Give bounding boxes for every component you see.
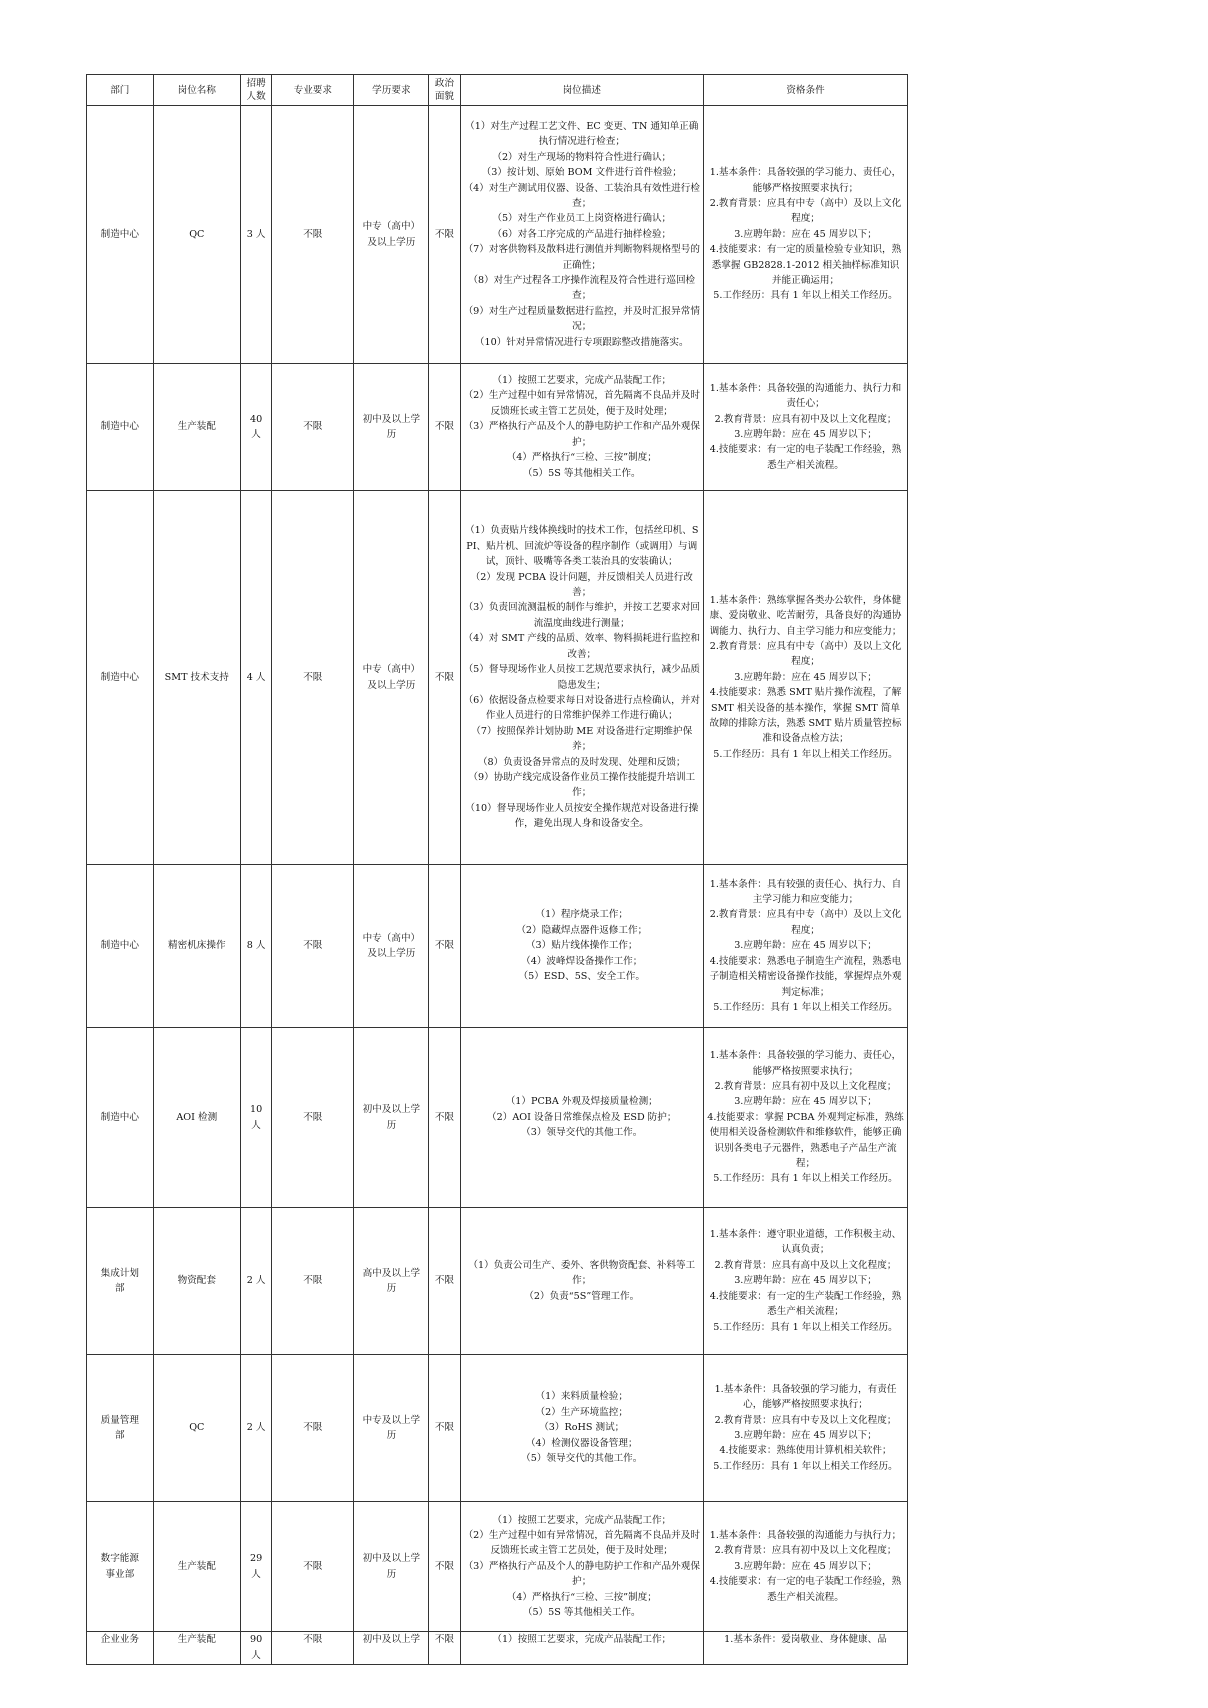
major-cell: 不限 bbox=[272, 1355, 354, 1502]
description-line: （2）负责“5S”管理工作。 bbox=[524, 1290, 640, 1302]
table-row bbox=[87, 1028, 908, 1208]
qualifications-cell bbox=[704, 491, 908, 865]
education-cell: 中专（高中） 及以上学历 bbox=[354, 865, 429, 1028]
table-row bbox=[87, 1355, 908, 1502]
education-cell: 中专（高中） 及以上学历 bbox=[354, 491, 429, 865]
major-cell: 不限 bbox=[272, 364, 354, 491]
header-qualifications: 资格条件 bbox=[704, 75, 908, 106]
qualification-line: 1.基本条件：具备较强的沟通能力、执行力和责任心； bbox=[709, 382, 902, 410]
qualification-line: 2.教育背景：应具有初中及以上文化程度； bbox=[714, 1080, 897, 1092]
position-cell: 生产装配 bbox=[153, 1502, 240, 1632]
education-cell: 初中及以上学 历 bbox=[354, 364, 429, 491]
qualification-line: 5.工作经历：具有 1 年以上相关工作经历。 bbox=[713, 1460, 898, 1472]
description-line: （10）针对异常情况进行专项跟踪整改措施落实。 bbox=[474, 336, 689, 348]
description-line: （3）严格执行产品及个人的静电防护工作和产品外观保护； bbox=[463, 1560, 700, 1588]
qualification-line: 3.应聘年龄：应在 45 周岁以下； bbox=[734, 228, 877, 240]
description-line: （2）生产过程中如有异常情况，首先隔离不良品并及时反馈班长或主管工艺员处，便于及时处理； bbox=[463, 390, 700, 417]
description-line: （3）严格执行产品及个人的静电防护工作和产品外观保护； bbox=[463, 421, 700, 448]
dept-cell: 数字能源 事业部 bbox=[87, 1502, 154, 1632]
qualifications-cell bbox=[704, 865, 908, 1028]
description-line: （1）来料质量检验； bbox=[535, 1391, 628, 1403]
description-cell bbox=[460, 1355, 703, 1502]
qualifications-cell bbox=[704, 1355, 908, 1502]
position-cell: 生产装配 bbox=[153, 364, 240, 491]
description-line: （5）对生产作业员工上岗资格进行确认； bbox=[492, 213, 672, 225]
qualification-line: 3.应聘年龄：应在 45 周岁以下； bbox=[734, 1560, 877, 1572]
table-row bbox=[87, 1502, 908, 1632]
qualification-line: 1.基本条件：具备较强的学习能力、责任心，能够严格按照要求执行； bbox=[709, 1050, 902, 1077]
count-cell: 8 人 bbox=[241, 865, 272, 1028]
description-cell bbox=[460, 1632, 703, 1665]
education-cell: 中专（高中） 及以上学历 bbox=[354, 106, 429, 364]
education-cell: 中专及以上学 历 bbox=[354, 1355, 429, 1502]
qualification-line: 5.工作经历：具有 1 年以上相关工作经历。 bbox=[713, 748, 898, 760]
qualification-line: 4.技能要求：有一定的电子装配工作经验，熟悉生产相关流程。 bbox=[709, 1576, 902, 1603]
description-line: （9）对生产过程质量数据进行监控，并及时汇报异常情况； bbox=[463, 305, 700, 333]
description-line: （1）负责贴片线体换线时的技术工作，包括丝印机、SPI、贴片机、回流炉等设备的程序制作（或调用）与调试，顶针、吸嘴等各类工装治具的安装确认； bbox=[465, 525, 699, 568]
qualification-line: 3.应聘年龄：应在 45 周岁以下； bbox=[734, 1275, 877, 1287]
description-line: （4）对生产测试用仪器、设备、工装治具有效性进行检查； bbox=[463, 182, 700, 209]
political-cell: 不限 bbox=[429, 865, 460, 1028]
position-cell: 生产装配 bbox=[153, 1632, 240, 1665]
qualification-line: 5.工作经历：具有 1 年以上相关工作经历。 bbox=[713, 1001, 898, 1013]
qualification-line: 2.教育背景：应具有中专（高中）及以上文化程度； bbox=[709, 640, 902, 668]
description-line: （9）协助产线完成设备作业员工操作技能提升培训工作； bbox=[468, 771, 696, 799]
qualification-line: 4.技能要求：有一定的生产装配工作经验，熟悉生产相关流程； bbox=[709, 1290, 902, 1318]
count-cell: 90 人 bbox=[241, 1632, 272, 1665]
description-line: （5）领导交代的其他工作。 bbox=[521, 1453, 643, 1465]
major-cell: 不限 bbox=[272, 1632, 354, 1665]
major-cell: 不限 bbox=[272, 106, 354, 364]
qualification-line: 3.应聘年龄：应在 45 周岁以下； bbox=[734, 1096, 877, 1108]
major-cell: 不限 bbox=[272, 1502, 354, 1632]
header-political: 政治 面貌 bbox=[429, 75, 460, 106]
qualification-line: 2.教育背景：应具有中专（高中）及以上文化程度； bbox=[709, 909, 902, 936]
table-row bbox=[87, 865, 908, 1028]
table-row bbox=[87, 1208, 908, 1355]
header-count: 招聘 人数 bbox=[241, 75, 272, 106]
description-cell bbox=[460, 1208, 703, 1355]
major-cell: 不限 bbox=[272, 865, 354, 1028]
qualification-line: 4.技能要求：熟悉电子制造生产流程，熟悉电子制造相关精密设备操作技能，掌握焊点外观判定标准； bbox=[709, 955, 902, 998]
education-cell: 初中及以上学 bbox=[354, 1632, 429, 1665]
qualification-line: 4.技能要求：熟悉 SMT 贴片操作流程，了解 SMT 相关设备的基本操作，掌握 SMT 简单故障的排除方法，熟悉 SMT 贴片质量管控标准和设备点检方法； bbox=[709, 687, 902, 745]
education-cell: 初中及以上学 历 bbox=[354, 1502, 429, 1632]
description-line: （1）PCBA 外观及焊接质量检测； bbox=[505, 1096, 658, 1108]
recruitment-table-sheet bbox=[86, 74, 908, 1665]
qualification-line: 2.教育背景：应具有初中及以上文化程度； bbox=[714, 1545, 897, 1557]
political-cell: 不限 bbox=[429, 1208, 460, 1355]
position-cell: SMT 技术支持 bbox=[153, 491, 240, 865]
qualification-line: 4.技能要求：有一定的质量检验专业知识，熟悉掌握 GB2828.1-2012 相关抽样标准知识并能正确运用； bbox=[709, 244, 902, 287]
description-line: （4）波峰焊设备操作工作； bbox=[521, 955, 643, 967]
description-line: （3）RoHS 测试； bbox=[539, 1422, 625, 1434]
description-line: （1）负责公司生产、委外、客供物资配套、补料等工作； bbox=[468, 1259, 696, 1287]
qualification-line: 1.基本条件：遵守职业道德，工作积极主动、认真负责； bbox=[709, 1229, 902, 1256]
qualification-line: 1.基本条件：具备较强的学习能力、责任心，能够严格按照要求执行； bbox=[709, 167, 902, 194]
description-line: （4）严格执行“三检、三按”制度； bbox=[506, 1591, 657, 1603]
major-cell: 不限 bbox=[272, 491, 354, 865]
qualification-line: 2.教育背景：应具有初中及以上文化程度； bbox=[714, 413, 897, 425]
qualification-line: 1.基本条件：熟练掌握各类办公软件，身体健康、爱岗敬业、吃苦耐劳，具备良好的沟通协调能力、执行力、自主学习能力和应变能力； bbox=[709, 594, 902, 637]
description-cell bbox=[460, 1028, 703, 1208]
header-row bbox=[87, 75, 908, 106]
qualification-line: 2.教育背景：应具有高中及以上文化程度； bbox=[714, 1259, 897, 1271]
education-cell: 高中及以上学 历 bbox=[354, 1208, 429, 1355]
description-cell bbox=[460, 1502, 703, 1632]
description-line: （6）依据设备点检要求每日对设备进行点检确认，并对作业人员进行的日常维护保养工作进行确认； bbox=[463, 694, 700, 722]
description-line: （4）对 SMT 产线的品质、效率、物料损耗进行监控和改善； bbox=[463, 633, 700, 660]
position-cell: 精密机床操作 bbox=[153, 865, 240, 1028]
qualification-line: 5.工作经历：具有 1 年以上相关工作经历。 bbox=[713, 1321, 898, 1333]
qualification-line: 1.基本条件：爱岗敬业、身体健康、品 bbox=[724, 1634, 887, 1645]
count-cell: 3 人 bbox=[241, 106, 272, 364]
description-line: （8）负责设备异常点的及时发现、处理和反馈； bbox=[477, 756, 686, 768]
description-line: （2）生产过程中如有异常情况，首先隔离不良品并及时反馈班长或主管工艺员处，便于及时处理； bbox=[463, 1529, 700, 1557]
description-line: （2）发现 PCBA 设计问题，并反馈相关人员进行改善； bbox=[470, 571, 693, 599]
description-line: （3）负责回流测温板的制作与维护，并按工艺要求对回流温度曲线进行测量； bbox=[463, 602, 700, 629]
qualifications-cell bbox=[704, 364, 908, 491]
dept-cell: 制造中心 bbox=[87, 491, 154, 865]
qualification-line: 1.基本条件：具有较强的责任心、执行力、自主学习能力和应变能力； bbox=[709, 878, 902, 906]
header-description: 岗位描述 bbox=[460, 75, 703, 106]
political-cell: 不限 bbox=[429, 1632, 460, 1665]
qualification-line: 4.技能要求：有一定的电子装配工作经验，熟悉生产相关流程。 bbox=[709, 444, 902, 471]
header-dept: 部门 bbox=[87, 75, 154, 106]
political-cell: 不限 bbox=[429, 106, 460, 364]
count-cell: 29 人 bbox=[241, 1502, 272, 1632]
description-line: （5）督导现场作业人员按工艺规范要求执行，减少品质隐患发生； bbox=[463, 664, 700, 691]
qualifications-cell bbox=[704, 1208, 908, 1355]
position-cell: AOI 检测 bbox=[153, 1028, 240, 1208]
recruitment-table bbox=[86, 74, 908, 1665]
dept-cell: 集成计划 部 bbox=[87, 1208, 154, 1355]
qualification-line: 3.应聘年龄：应在 45 周岁以下； bbox=[734, 429, 877, 440]
qualification-line: 5.工作经历：具有 1 年以上相关工作经历。 bbox=[713, 1173, 898, 1185]
description-line: （4）严格执行“三检、三按”制度； bbox=[506, 452, 657, 464]
description-line: （5）ESD、5S、安全工作。 bbox=[518, 971, 645, 983]
description-line: （5）5S 等其他相关工作。 bbox=[522, 1607, 641, 1619]
description-cell bbox=[460, 865, 703, 1028]
description-line: （2）生产环境监控； bbox=[535, 1406, 628, 1418]
description-line: （1）对生产过程工艺文件、EC 变更、TN 通知单正确执行情况进行检查； bbox=[465, 120, 699, 148]
position-cell: 物资配套 bbox=[153, 1208, 240, 1355]
description-line: （1）程序烧录工作； bbox=[535, 909, 628, 921]
description-line: （1）按照工艺要求，完成产品装配工作； bbox=[492, 1634, 672, 1645]
description-line: （4）检测仪器设备管理； bbox=[525, 1437, 638, 1449]
header-position: 岗位名称 bbox=[153, 75, 240, 106]
political-cell: 不限 bbox=[429, 1028, 460, 1208]
description-line: （3）领导交代的其他工作。 bbox=[521, 1127, 643, 1139]
position-cell: QC bbox=[153, 106, 240, 364]
political-cell: 不限 bbox=[429, 1355, 460, 1502]
description-line: （1）按照工艺要求，完成产品装配工作； bbox=[492, 1514, 672, 1526]
qualification-line: 5.工作经历：具有 1 年以上相关工作经历。 bbox=[713, 290, 898, 302]
qualification-line: 2.教育背景：应具有中专及以上文化程度； bbox=[714, 1414, 897, 1426]
table-row bbox=[87, 364, 908, 491]
description-line: （3）按计划、原始 BOM 文件进行首件检验； bbox=[481, 167, 682, 179]
qualification-line: 4.技能要求：熟练使用计算机相关软件； bbox=[719, 1445, 892, 1457]
major-cell: 不限 bbox=[272, 1028, 354, 1208]
qualification-line: 1.基本条件：具备较强的学习能力，有责任心，能够严格按照要求执行； bbox=[714, 1383, 897, 1411]
qualification-line: 4.技能要求：掌握 PCBA 外观判定标准，熟练使用相关设备检测软件和维修软件，能够正确识别各类电子元器件，熟悉电子产品生产流程； bbox=[707, 1111, 904, 1170]
description-cell bbox=[460, 106, 703, 364]
qualifications-cell bbox=[704, 1028, 908, 1208]
header-education: 学历要求 bbox=[354, 75, 429, 106]
count-cell: 4 人 bbox=[241, 491, 272, 865]
description-line: （5）5S 等其他相关工作。 bbox=[522, 467, 641, 479]
political-cell: 不限 bbox=[429, 491, 460, 865]
dept-cell: 制造中心 bbox=[87, 106, 154, 364]
count-cell: 40 人 bbox=[241, 364, 272, 491]
position-cell: QC bbox=[153, 1355, 240, 1502]
description-line: （7）对客供物料及散料进行测值并判断物料规格型号的正确性； bbox=[463, 244, 700, 271]
description-line: （8）对生产过程各工序操作流程及符合性进行巡回检查； bbox=[468, 275, 696, 302]
description-line: （7）按照保养计划协助 ME 对设备进行定期维护保养； bbox=[471, 725, 693, 753]
qualification-line: 1.基本条件：具备较强的沟通能力与执行力； bbox=[709, 1529, 902, 1541]
qualification-line: 3.应聘年龄：应在 45 周岁以下； bbox=[734, 1430, 877, 1441]
description-line: （2）AOI 设备日常维保点检及 ESD 防护； bbox=[487, 1111, 677, 1123]
political-cell: 不限 bbox=[429, 1502, 460, 1632]
description-line: （6）对各工序完成的产品进行抽样检验； bbox=[492, 228, 672, 240]
count-cell: 2 人 bbox=[241, 1355, 272, 1502]
dept-cell: 制造中心 bbox=[87, 1028, 154, 1208]
description-cell bbox=[460, 491, 703, 865]
description-line: （1）按照工艺要求，完成产品装配工作； bbox=[492, 375, 672, 387]
description-line: （10）督导现场作业人员按安全操作规范对设备进行操作，避免出现人身和设备安全。 bbox=[465, 802, 699, 830]
dept-cell: 制造中心 bbox=[87, 865, 154, 1028]
dept-cell: 制造中心 bbox=[87, 364, 154, 491]
qualification-line: 3.应聘年龄：应在 45 周岁以下； bbox=[734, 940, 877, 952]
table-row bbox=[87, 1632, 908, 1665]
qualifications-cell bbox=[704, 106, 908, 364]
dept-cell: 质量管理 部 bbox=[87, 1355, 154, 1502]
description-cell bbox=[460, 364, 703, 491]
table-row bbox=[87, 491, 908, 865]
dept-cell: 企业业务 bbox=[87, 1632, 154, 1665]
count-cell: 10 人 bbox=[241, 1028, 272, 1208]
qualification-line: 3.应聘年龄：应在 45 周岁以下； bbox=[734, 671, 877, 683]
qualification-line: 2.教育背景：应具有中专（高中）及以上文化程度； bbox=[709, 197, 902, 225]
header-major: 专业要求 bbox=[272, 75, 354, 106]
description-line: （2）隐藏焊点器件返修工作； bbox=[516, 924, 648, 936]
description-line: （3）贴片线体操作工作； bbox=[525, 940, 638, 952]
major-cell: 不限 bbox=[272, 1208, 354, 1355]
education-cell: 初中及以上学 历 bbox=[354, 1028, 429, 1208]
qualifications-cell bbox=[704, 1502, 908, 1632]
description-line: （2）对生产现场的物料符合性进行确认； bbox=[492, 151, 672, 163]
table-row bbox=[87, 106, 908, 364]
count-cell: 2 人 bbox=[241, 1208, 272, 1355]
qualifications-cell bbox=[704, 1632, 908, 1665]
political-cell: 不限 bbox=[429, 364, 460, 491]
